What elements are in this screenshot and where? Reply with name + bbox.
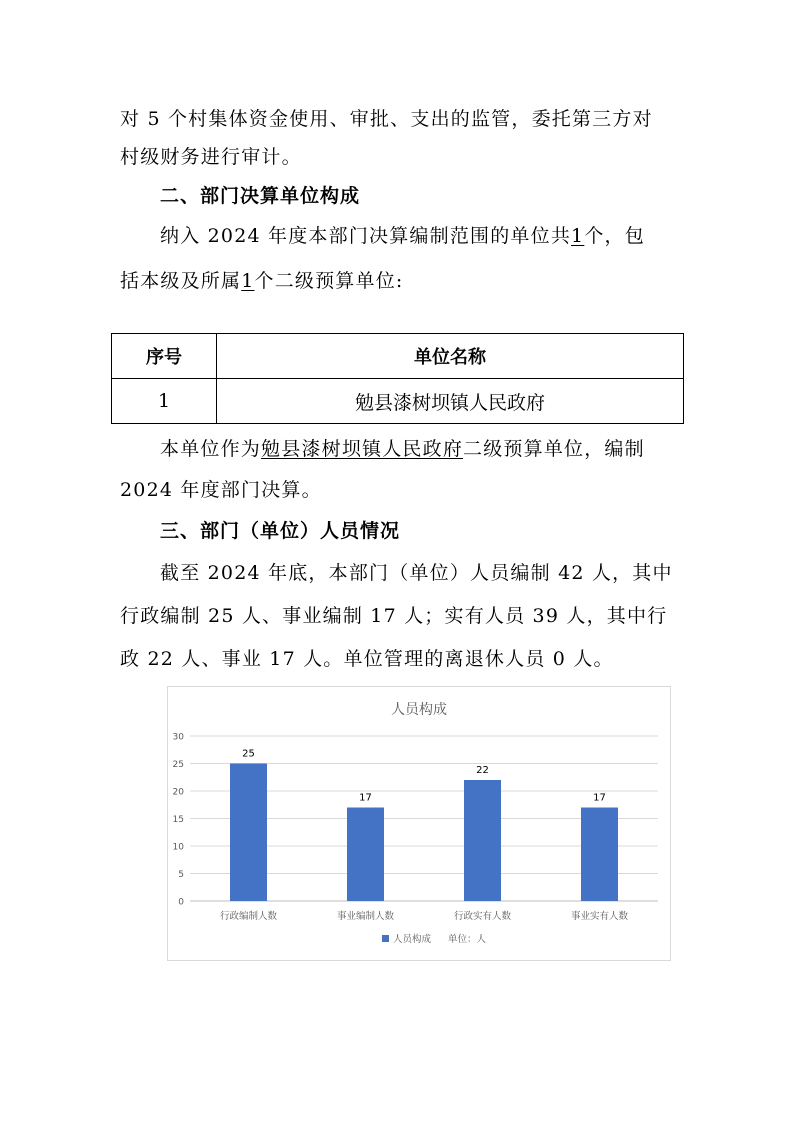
- paragraph-1-line-1: 对 5 个村集体资金使用、审批、支出的监管，委托第三方对: [120, 108, 653, 130]
- legend-unit: 单位：人: [448, 934, 487, 945]
- paragraph-1-line-2: 村级财务进行审计。: [120, 146, 302, 168]
- bar: [347, 808, 384, 902]
- header-unit-name: 单位名称: [217, 334, 684, 379]
- table-row: [112, 379, 684, 424]
- x-tick-label: 事业实有人数: [570, 911, 629, 922]
- section-heading-2: 二、部门决算单位构成: [160, 185, 361, 207]
- cell-unit-name: 勉县漆树坝镇人民政府: [217, 379, 684, 424]
- header-serial-number: 序号: [112, 334, 217, 379]
- y-tick-label: 10: [172, 842, 184, 853]
- x-tick-label: 行政实有人数: [453, 911, 512, 922]
- x-tick-label: 行政编制人数: [219, 911, 278, 922]
- paragraph-4-line-3: 政 22 人、事业 17 人。单位管理的离退休人员 0 人。: [120, 648, 614, 670]
- y-tick-label: 15: [172, 815, 184, 825]
- chart-svg: [168, 687, 670, 960]
- paragraph-2-line-1: [120, 217, 720, 255]
- bar: [464, 780, 501, 901]
- paragraph-3-line-2: 2024 年度部门决算。: [120, 479, 322, 501]
- table-header-row: [112, 334, 684, 379]
- legend-label: 人员构成: [393, 934, 432, 945]
- paragraph-2-line-2: [120, 262, 680, 300]
- bar: [581, 808, 618, 902]
- paragraph-3-text-b: 二级预算单位，编制: [463, 438, 645, 460]
- legend-swatch: [382, 935, 389, 942]
- y-tick-label: 30: [172, 732, 184, 743]
- paragraph-2-text-a: 纳入 2024 年度本部门决算编制范围的单位共: [160, 225, 572, 247]
- secondary-unit-count: 1: [241, 270, 255, 292]
- paragraph-4-line-1: 截至 2024 年底，本部门（单位）人员编制 42 人，其中: [160, 562, 673, 584]
- data-label: 25: [242, 748, 255, 760]
- unit-table: [111, 333, 684, 424]
- data-label: 22: [476, 765, 489, 776]
- x-tick-label: 事业编制人数: [336, 911, 395, 922]
- y-tick-label: 25: [172, 760, 184, 770]
- paragraph-2-text-b: 个，包: [584, 225, 645, 247]
- paragraph-4-line-2: 行政编制 25 人、事业编制 17 人；实有人员 39 人，其中行: [120, 605, 668, 627]
- data-label: 17: [593, 792, 606, 804]
- unit-count: 1: [571, 225, 585, 247]
- y-tick-label: 0: [178, 897, 184, 908]
- y-tick-label: 5: [178, 870, 184, 880]
- unit-name-underlined: 勉县漆树坝镇人民政府: [261, 438, 464, 460]
- cell-serial-number: 1: [112, 379, 217, 424]
- chart-title: 人员构成: [391, 702, 447, 718]
- staff-composition-chart: [167, 686, 671, 961]
- data-label: 17: [359, 792, 372, 804]
- y-tick-label: 20: [172, 787, 184, 798]
- paragraph-2-text-d: 个二级预算单位:: [254, 270, 404, 292]
- section-heading-3: 三、部门（单位）人员情况: [160, 520, 401, 542]
- bar: [230, 764, 267, 902]
- paragraph-3-text-a: 本单位作为: [160, 438, 262, 460]
- paragraph-2-text-c: 括本级及所属: [120, 270, 242, 292]
- paragraph-3-line-1: [120, 430, 720, 468]
